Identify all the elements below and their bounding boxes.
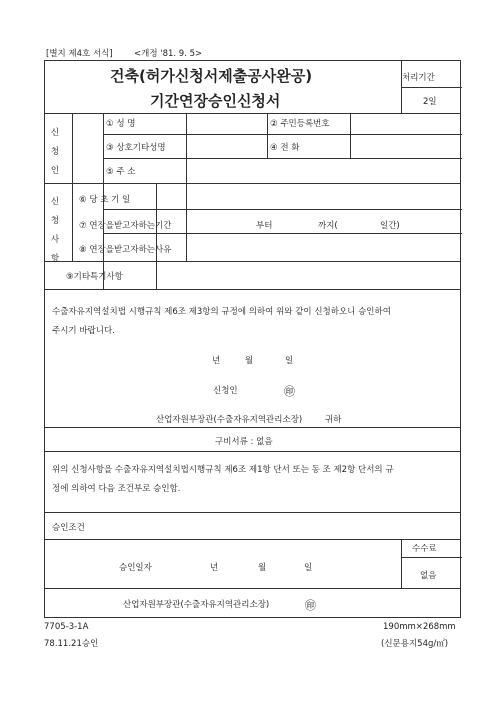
form-title-line1: 건축(허가신청서제출공사완공) (110, 67, 313, 85)
period-from-label: 부터 (256, 221, 273, 231)
name-label: ① 성 명 (106, 119, 136, 129)
trade-name-label: ③ 상호기타성명 (106, 143, 166, 153)
approval-year-label: 년 (210, 563, 219, 573)
other-remarks-field[interactable] (103, 261, 460, 288)
trade-name-field[interactable] (186, 137, 266, 157)
extension-period-label: ⑦ 연장을받고자하는기간 (79, 221, 172, 231)
resident-number-label: ② 주민등록번호 (270, 119, 330, 129)
extension-reason-label: ⑧ 연장을받고자하는사유 (79, 245, 172, 255)
name-field[interactable] (186, 113, 266, 133)
approval-month-label: 월 (258, 563, 267, 573)
resident-number-field[interactable] (350, 113, 460, 133)
approval-date-footer: 78.11.21승인 (44, 639, 99, 649)
recipient-suffix: 귀하 (325, 415, 342, 425)
revision-date: <개정 '81. 9. 5> (134, 49, 203, 59)
approver-seal-mark: ㊞ (305, 599, 316, 612)
extension-reason-field[interactable] (157, 233, 460, 259)
approval-conditions-field[interactable] (45, 512, 460, 538)
approval-statement: 위의 신청사항을 수출자유지역설치법시행규칙 제6조 제1항 단서 또는 동 조 제2항 단서의 규 정에 의하여 다음 조건부로 승인함. (52, 465, 394, 494)
recipient-org: 산업자원부장관(수출자유지역관리소장) (156, 415, 303, 425)
attachments-line: 구비서류 : 없음 (215, 437, 273, 447)
form-title-line2: 기간연장승인신청서 (150, 92, 281, 110)
initial-date-label: ⑥ 당 초 기 일 (79, 195, 131, 205)
form-code: 7705-3-1A (44, 622, 89, 632)
phone-field[interactable] (350, 137, 460, 157)
applicant-sign-label: 신청인 (213, 386, 238, 396)
period-days-label: 일간) (380, 221, 400, 231)
date-month-label: 월 (245, 356, 254, 366)
paper-size: 190mm×268mm (383, 622, 456, 632)
date-year-label: 년 (212, 356, 221, 366)
fee-value: 없음 (420, 571, 437, 581)
address-field[interactable] (186, 160, 460, 182)
period-to-label: 까지( (318, 221, 338, 231)
processing-period-label: 처리기간 (402, 73, 435, 83)
fee-label: 수수료 (412, 544, 437, 554)
date-day-label: 일 (285, 356, 294, 366)
approval-conditions-label: 승인조건 (52, 523, 85, 533)
approval-day-label: 일 (304, 563, 313, 573)
form-number: [별지 제4호 서식] (46, 49, 113, 59)
approver-org: 산업자원부장관(수출자유지역관리소장) (123, 600, 270, 610)
application-statement: 수출자유지역설치법 시행규칙 제6조 제3항의 규정에 의하여 위와 같이 신청하오니 승인하여 주시기 바랍니다. (52, 307, 391, 336)
address-label: ⑤ 주 소 (106, 167, 136, 177)
approval-date-label: 승인일자 (119, 563, 152, 573)
paper-type: (신문용지54g/㎡) (381, 639, 449, 649)
processing-period-value: 2일 (423, 97, 437, 107)
applicant-seal-mark: ㊞ (284, 385, 295, 398)
other-remarks-label: ⑨기타특기사항 (66, 272, 123, 282)
initial-date-field[interactable] (157, 184, 460, 208)
application-section-label: 신 청 사 항 (50, 197, 60, 264)
phone-label: ④ 전 화 (270, 143, 300, 153)
applicant-section-label: 신 청 인 (50, 128, 60, 176)
